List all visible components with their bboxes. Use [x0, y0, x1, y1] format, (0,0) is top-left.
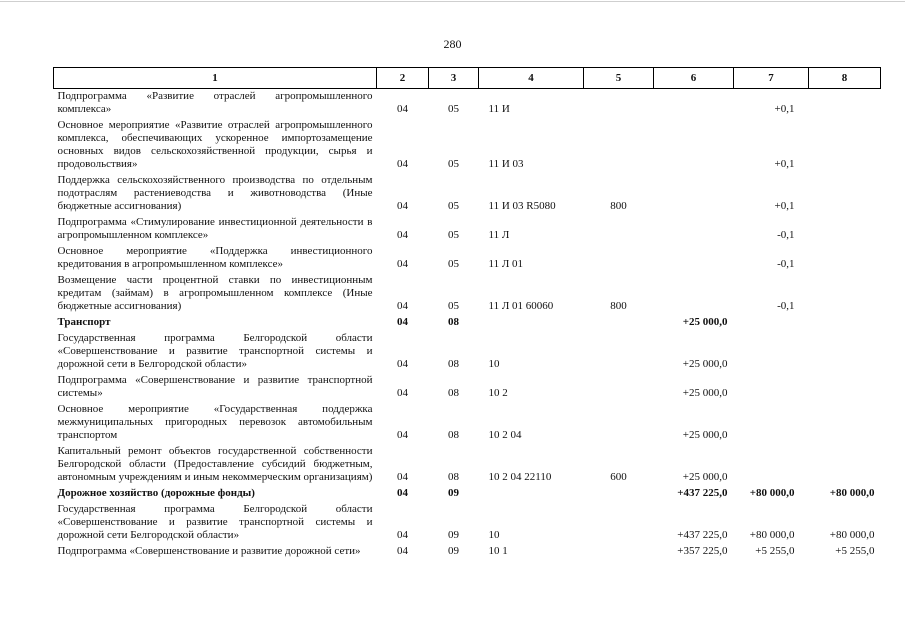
row-description: Подпрограмма «Развитие отраслей агропромышленного комплекса»: [57, 90, 373, 115]
row-target-article-code: 10 2 04: [488, 429, 522, 441]
row-expense-type-code: [584, 244, 654, 273]
row-amount-col6: +25 000,0: [682, 471, 728, 483]
row-description: Основное мероприятие «Поддержка инвестиционного кредитования в агропромышленном комплексе»: [57, 245, 373, 270]
row-target-article-code: 10 1: [488, 545, 508, 557]
row-target-article-code: 10: [488, 358, 500, 370]
row-expense-type-code: 600: [610, 471, 627, 483]
row-amount-col8: [809, 444, 881, 486]
row-description: Капитальный ремонт объектов государственной собственности Белгородской области (Предоставление субсидий бюджетным, автономным учреждениям и иным некоммерческим организациям): [57, 445, 373, 483]
table-row: [54, 373, 881, 402]
row-expense-type-code: [584, 486, 654, 502]
row-section-code: 04: [397, 545, 408, 557]
table-row: [54, 402, 881, 444]
row-amount-col6: +437 225,0: [677, 529, 728, 541]
row-expense-type-code: [584, 402, 654, 444]
row-expense-type-code: [584, 215, 654, 244]
row-amount-col7: +0,1: [774, 158, 795, 170]
row-amount-col6: [654, 244, 734, 273]
row-amount-col7: +0,1: [774, 103, 795, 115]
row-expense-type-code: [584, 502, 654, 544]
row-description: Дорожное хозяйство (дорожные фонды): [57, 487, 255, 499]
row-section-code: 04: [397, 158, 408, 170]
row-expense-type-code: [584, 89, 654, 119]
row-target-article-code: 10 2: [488, 387, 508, 399]
column-header-6: 6: [654, 68, 734, 89]
row-target-article-code: 10: [488, 529, 500, 541]
row-description: Основное мероприятие «Развитие отраслей агропромышленного комплекса, обеспечивающих ускоренное импортозамещение основных видов сельскохозяйственной продукции, сырья и продовольствия»: [57, 119, 373, 170]
row-amount-col8: +5 255,0: [835, 545, 875, 557]
table-row: [54, 444, 881, 486]
row-amount-col8: [809, 173, 881, 215]
table-row: [54, 215, 881, 244]
row-section-code: 04: [397, 316, 408, 328]
row-section-code: 04: [397, 358, 408, 370]
row-target-article-code: 11 И 03 R5080: [488, 200, 556, 212]
row-amount-col6: +25 000,0: [682, 429, 728, 441]
row-description: Подпрограмма «Совершенствование и развитие транспортной системы»: [57, 374, 373, 399]
row-amount-col8: [809, 215, 881, 244]
row-expense-type-code: [584, 373, 654, 402]
row-expense-type-code: [584, 331, 654, 373]
row-subsection-code: 09: [448, 545, 459, 557]
table-row: [54, 273, 881, 315]
row-section-code: 04: [397, 103, 408, 115]
row-amount-col7: [734, 402, 809, 444]
row-subsection-code: 08: [448, 429, 459, 441]
page-number: 280: [443, 37, 462, 51]
row-subsection-code: 05: [448, 258, 459, 270]
column-header-1: 1: [54, 68, 377, 89]
row-section-code: 04: [397, 387, 408, 399]
table-row: [54, 486, 881, 502]
row-target-article-code: 11 И: [488, 103, 510, 115]
row-section-code: 04: [397, 487, 408, 499]
row-section-code: 04: [397, 200, 408, 212]
row-subsection-code: 05: [448, 200, 459, 212]
column-header-3: 3: [429, 68, 479, 89]
row-amount-col7: -0,1: [777, 258, 795, 270]
row-amount-col6: +25 000,0: [682, 358, 728, 370]
row-target-article-code: 10 2 04 22110: [488, 471, 552, 483]
row-description: Государственная программа Белгородской области «Совершенствование и развитие транспортной системы и дорожной сети Белгородской области»: [57, 503, 373, 541]
row-subsection-code: 09: [448, 487, 459, 499]
row-section-code: 04: [397, 471, 408, 483]
row-amount-col7: -0,1: [777, 229, 795, 241]
row-description: Возмещение части процентной ставки по инвестиционным кредитам (займам) в агропромышленном комплексе (Иные бюджетные ассигнования): [57, 274, 373, 312]
row-amount-col8: [809, 273, 881, 315]
column-header-4: 4: [479, 68, 584, 89]
row-expense-type-code: [584, 544, 654, 560]
row-section-code: 04: [397, 229, 408, 241]
row-target-article-code: 11 И 03: [488, 158, 524, 170]
row-description: Поддержка сельскохозяйственного производства по отдельным подотраслям растениеводства и животноводства (Иные бюджетные ассигнования): [57, 174, 373, 212]
row-amount-col8: [809, 244, 881, 273]
row-expense-type-code: 800: [610, 200, 627, 212]
budget-table-container: [53, 67, 880, 560]
budget-table: [53, 67, 881, 560]
row-subsection-code: 08: [448, 471, 459, 483]
row-description: Основное мероприятие «Государственная поддержка межмуниципальных пригородных перевозок автомобильным транспортом: [57, 403, 373, 441]
row-amount-col6: [654, 118, 734, 173]
table-row: [54, 173, 881, 215]
table-row: [54, 89, 881, 119]
row-expense-type-code: 800: [610, 300, 627, 312]
row-expense-type-code: [584, 315, 654, 331]
row-subsection-code: 08: [448, 358, 459, 370]
row-amount-col6: [654, 273, 734, 315]
row-amount-col6: +25 000,0: [682, 387, 728, 399]
row-amount-col6: +25 000,0: [682, 316, 728, 328]
column-header-7: 7: [734, 68, 809, 89]
row-amount-col6: [654, 173, 734, 215]
table-header-row: [54, 68, 881, 89]
table-row: [54, 502, 881, 544]
row-description: Государственная программа Белгородской области «Совершенствование и развитие транспортной системы и дорожной сети в Белгородской области»: [57, 332, 373, 370]
row-section-code: 04: [397, 258, 408, 270]
column-header-5: 5: [584, 68, 654, 89]
row-amount-col8: [809, 89, 881, 119]
row-target-article-code: 11 Л 01: [488, 258, 524, 270]
row-amount-col6: +437 225,0: [677, 487, 728, 499]
row-amount-col6: +357 225,0: [677, 545, 728, 557]
row-section-code: 04: [397, 529, 408, 541]
row-amount-col8: [809, 373, 881, 402]
table-row: [54, 315, 881, 331]
row-amount-col7: +80 000,0: [749, 487, 795, 499]
row-amount-col8: [809, 118, 881, 173]
table-row: [54, 331, 881, 373]
row-amount-col7: -0,1: [777, 300, 795, 312]
row-expense-type-code: [584, 118, 654, 173]
row-amount-col7: [734, 331, 809, 373]
column-header-2: 2: [377, 68, 429, 89]
table-row: [54, 544, 881, 560]
row-subsection-code: 08: [448, 316, 459, 328]
row-subsection-code: 09: [448, 529, 459, 541]
row-target-article-code: [479, 315, 584, 331]
row-amount-col6: [654, 89, 734, 119]
row-amount-col8: +80 000,0: [829, 487, 875, 499]
row-amount-col8: [809, 331, 881, 373]
row-target-article-code: [479, 486, 584, 502]
row-amount-col7: [734, 444, 809, 486]
row-description: Транспорт: [57, 316, 111, 328]
row-amount-col7: +0,1: [774, 200, 795, 212]
row-subsection-code: 08: [448, 387, 459, 399]
row-section-code: 04: [397, 429, 408, 441]
row-target-article-code: 11 Л: [488, 229, 510, 241]
row-subsection-code: 05: [448, 300, 459, 312]
row-amount-col8: [809, 315, 881, 331]
row-subsection-code: 05: [448, 103, 459, 115]
table-body: [54, 89, 881, 561]
row-amount-col8: +80 000,0: [829, 529, 875, 541]
row-amount-col7: [734, 373, 809, 402]
column-header-8: 8: [809, 68, 881, 89]
row-section-code: 04: [397, 300, 408, 312]
row-description: Подпрограмма «Совершенствование и развитие дорожной сети»: [57, 545, 361, 557]
row-subsection-code: 05: [448, 158, 459, 170]
table-row: [54, 244, 881, 273]
table-row: [54, 118, 881, 173]
page-top-edge: [0, 1, 905, 2]
row-subsection-code: 05: [448, 229, 459, 241]
row-amount-col8: [809, 402, 881, 444]
row-amount-col7: [734, 315, 809, 331]
row-description: Подпрограмма «Стимулирование инвестиционной деятельности в агропромышленном комплексе»: [57, 216, 373, 241]
row-amount-col7: +80 000,0: [749, 529, 795, 541]
row-amount-col7: +5 255,0: [755, 545, 795, 557]
row-target-article-code: 11 Л 01 60060: [488, 300, 554, 312]
row-amount-col6: [654, 215, 734, 244]
